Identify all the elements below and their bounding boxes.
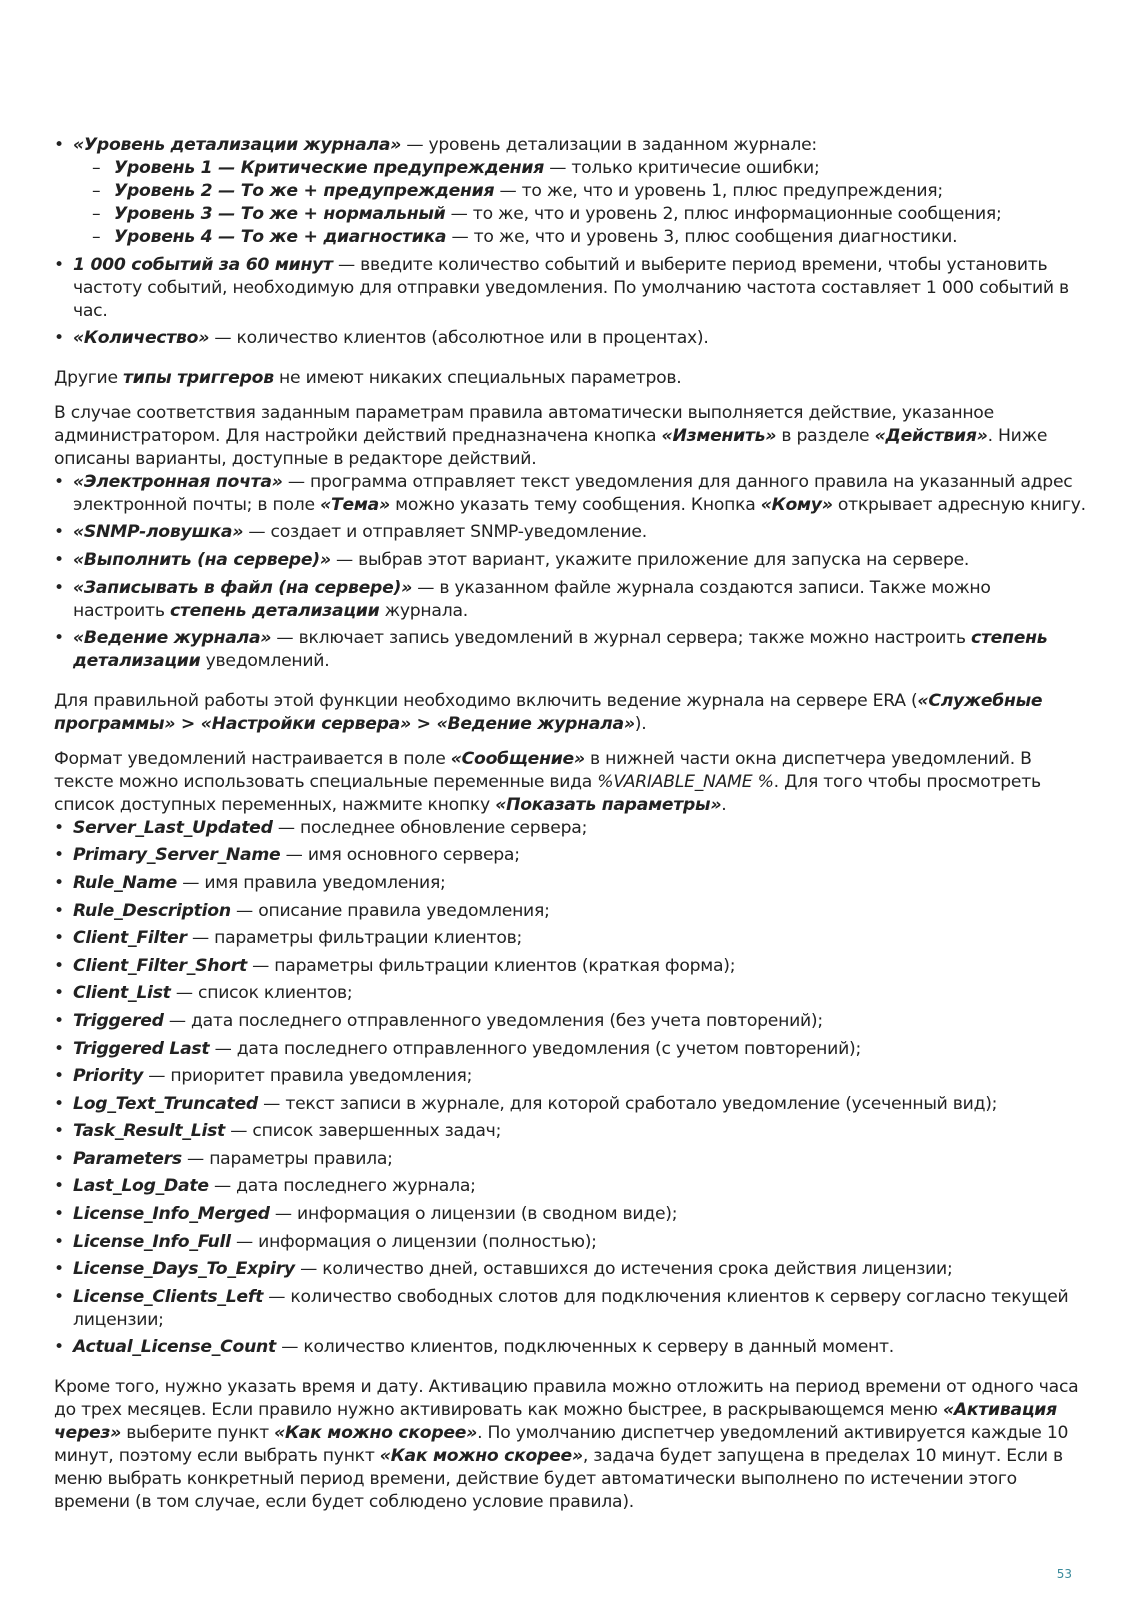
list-item-variable: • License_Info_Full — информация о лицензии (полностью);: [54, 1231, 1086, 1254]
list-item-variable: • Rule_Description — описание правила уведомления;: [54, 900, 1086, 923]
paragraph-other-triggers: Другие типы триггеров не имеют никаких специальных параметров.: [54, 367, 682, 388]
list-item-variable: • Last_Log_Date — дата последнего журнала;: [54, 1175, 1086, 1198]
log-level-sublist: [73, 157, 1086, 249]
list-item-write-file: • «Записывать в файл (на сервере)» — в указанном файле журнала создаются записи. Также можно настроить степень детализации журнала.: [54, 577, 1086, 623]
list-item-execute: • «Выполнить (на сервере)» — выбрав этот вариант, укажите приложение для запуска на сервере.: [54, 549, 1086, 572]
list-item-variable: • Task_Result_List — список завершенных задач;: [54, 1120, 1086, 1143]
list-item-variable: • Priority — приоритет правила уведомления;: [54, 1065, 1086, 1088]
list-item-variable: • Primary_Server_Name — имя основного сервера;: [54, 844, 1086, 867]
list-item-variable: • License_Days_To_Expiry — количество дней, оставшихся до истечения срока действия лицензии;: [54, 1258, 1086, 1281]
list-item-email: • «Электронная почта» — программа отправляет текст уведомления для данного правила на указанный адрес электронной почты; в поле «Тема» можно указать тему сообщения. Кнопка «Кому» открывает адресную книгу.: [54, 471, 1086, 517]
document-page: [54, 134, 1086, 1514]
list-item-level-4: – Уровень 4 — То же + диагностика — то же, что и уровень 3, плюс сообщения диагностики.: [73, 226, 1086, 249]
list-item-level-3: – Уровень 3 — То же + нормальный — то же, что и уровень 2, плюс информационные сообщения;: [73, 203, 1086, 226]
list-item-quantity: • «Количество» — количество клиентов (абсолютное или в процентах).: [54, 327, 1086, 350]
paragraph-activation: Кроме того, нужно указать время и дату. Активацию правила можно отложить на период времени от одного часа до трех месяцев. Если правило нужно активировать как можно быстрее, в раскрывающемся меню «Активация через» выберите пункт «Как можно скорее». По умолчанию диспетчер уведомлений активируется каждые 10 минут, поэтому если выбрать пункт «Как можно скорее», задача будет запущена в пределах 10 минут. Если в меню выбрать конкретный период времени, действие будет автоматически выполнено по истечении этого времени (в том случае, если будет соблюдено условие правила).: [54, 1377, 1079, 1513]
list-item-variable: • Client_Filter_Short — параметры фильтрации клиентов (краткая форма);: [54, 955, 1086, 978]
list-item-variable: • Log_Text_Truncated — текст записи в журнале, для которой сработало уведомление (усеченный вид);: [54, 1093, 1086, 1116]
list-item-events: • 1 000 событий за 60 минут — введите количество событий и выберите период времени, чтобы установить частоту событий, необходимую для отправки уведомления. По умолчанию частота составляет 1 000 событий в час.: [54, 254, 1086, 323]
list-item-variable: • Client_Filter — параметры фильтрации клиентов;: [54, 927, 1086, 950]
list-item-log-level: • «Уровень детализации журнала» — уровень детализации в заданном журнале: – Уровень 1 — Критические предупреждения — только критичесие ошибки; – Уровень 2 — То же + предупреждения — то же, что и уровень 1, плюс предупреждения; – Уровень 3 — То же + нормальный — то же, что и уровень 2, плюс информационные сообщения; – Уровень 4 — То же + диагностика — то же, что и уровень 3, плюс сообщения диагностики.: [54, 134, 1086, 249]
list-item-variable: • Client_List — список клиентов;: [54, 982, 1086, 1005]
list-item-level-1: – Уровень 1 — Критические предупреждения — только критичесие ошибки;: [73, 157, 1086, 180]
list-item-variable: • Actual_License_Count — количество клиентов, подключенных к серверу в данный момент.: [54, 1336, 1086, 1359]
variables-list: [54, 817, 1086, 1360]
page-number: 53: [1056, 1567, 1072, 1581]
list-item-variable: • Parameters — параметры правила;: [54, 1148, 1086, 1171]
list-item-snmp: • «SNMP-ловушка» — создает и отправляет SNMP-уведомление.: [54, 521, 1086, 544]
list-item-variable: • License_Info_Merged — информация о лицензии (в сводном виде);: [54, 1203, 1086, 1226]
actions-list: [54, 471, 1086, 673]
paragraph-era: Для правильной работы этой функции необходимо включить ведение журнала на сервере ERA («Служебные программы» > «Настройки сервера» > «Ведение журнала»).: [54, 690, 1043, 734]
paragraph-actions: В случае соответствия заданным параметрам правила автоматически выполняется действие, указанное администратором. Для настройки действий предназначена кнопка «Изменить» в разделе «Действия». Ниже описаны варианты, доступные в редакторе действий.: [54, 402, 1048, 469]
paragraph-format: Формат уведомлений настраивается в поле «Сообщение» в нижней части окна диспетчера уведомлений. В тексте можно использовать специальные переменные вида %VARIABLE_NAME %. Для того чтобы просмотреть список доступных переменных, нажмите кнопку «Показать параметры».: [54, 748, 1041, 815]
list-item-variable: • License_Clients_Left — количество свободных слотов для подключения клиентов к серверу согласно текущей лицензии;: [54, 1286, 1086, 1332]
list-item-logging: • «Ведение журнала» — включает запись уведомлений в журнал сервера; также можно настроить степень детализации уведомлений.: [54, 627, 1086, 673]
trigger-params-list: [54, 134, 1086, 350]
list-item-variable: • Triggered — дата последнего отправленного уведомления (без учета повторений);: [54, 1010, 1086, 1033]
list-item-level-2: – Уровень 2 — То же + предупреждения — то же, что и уровень 1, плюс предупреждения;: [73, 180, 1086, 203]
list-item-variable: • Server_Last_Updated — последнее обновление сервера;: [54, 817, 1086, 840]
list-item-variable: • Rule_Name — имя правила уведомления;: [54, 872, 1086, 895]
list-item-variable: • Triggered Last — дата последнего отправленного уведомления (с учетом повторений);: [54, 1038, 1086, 1061]
